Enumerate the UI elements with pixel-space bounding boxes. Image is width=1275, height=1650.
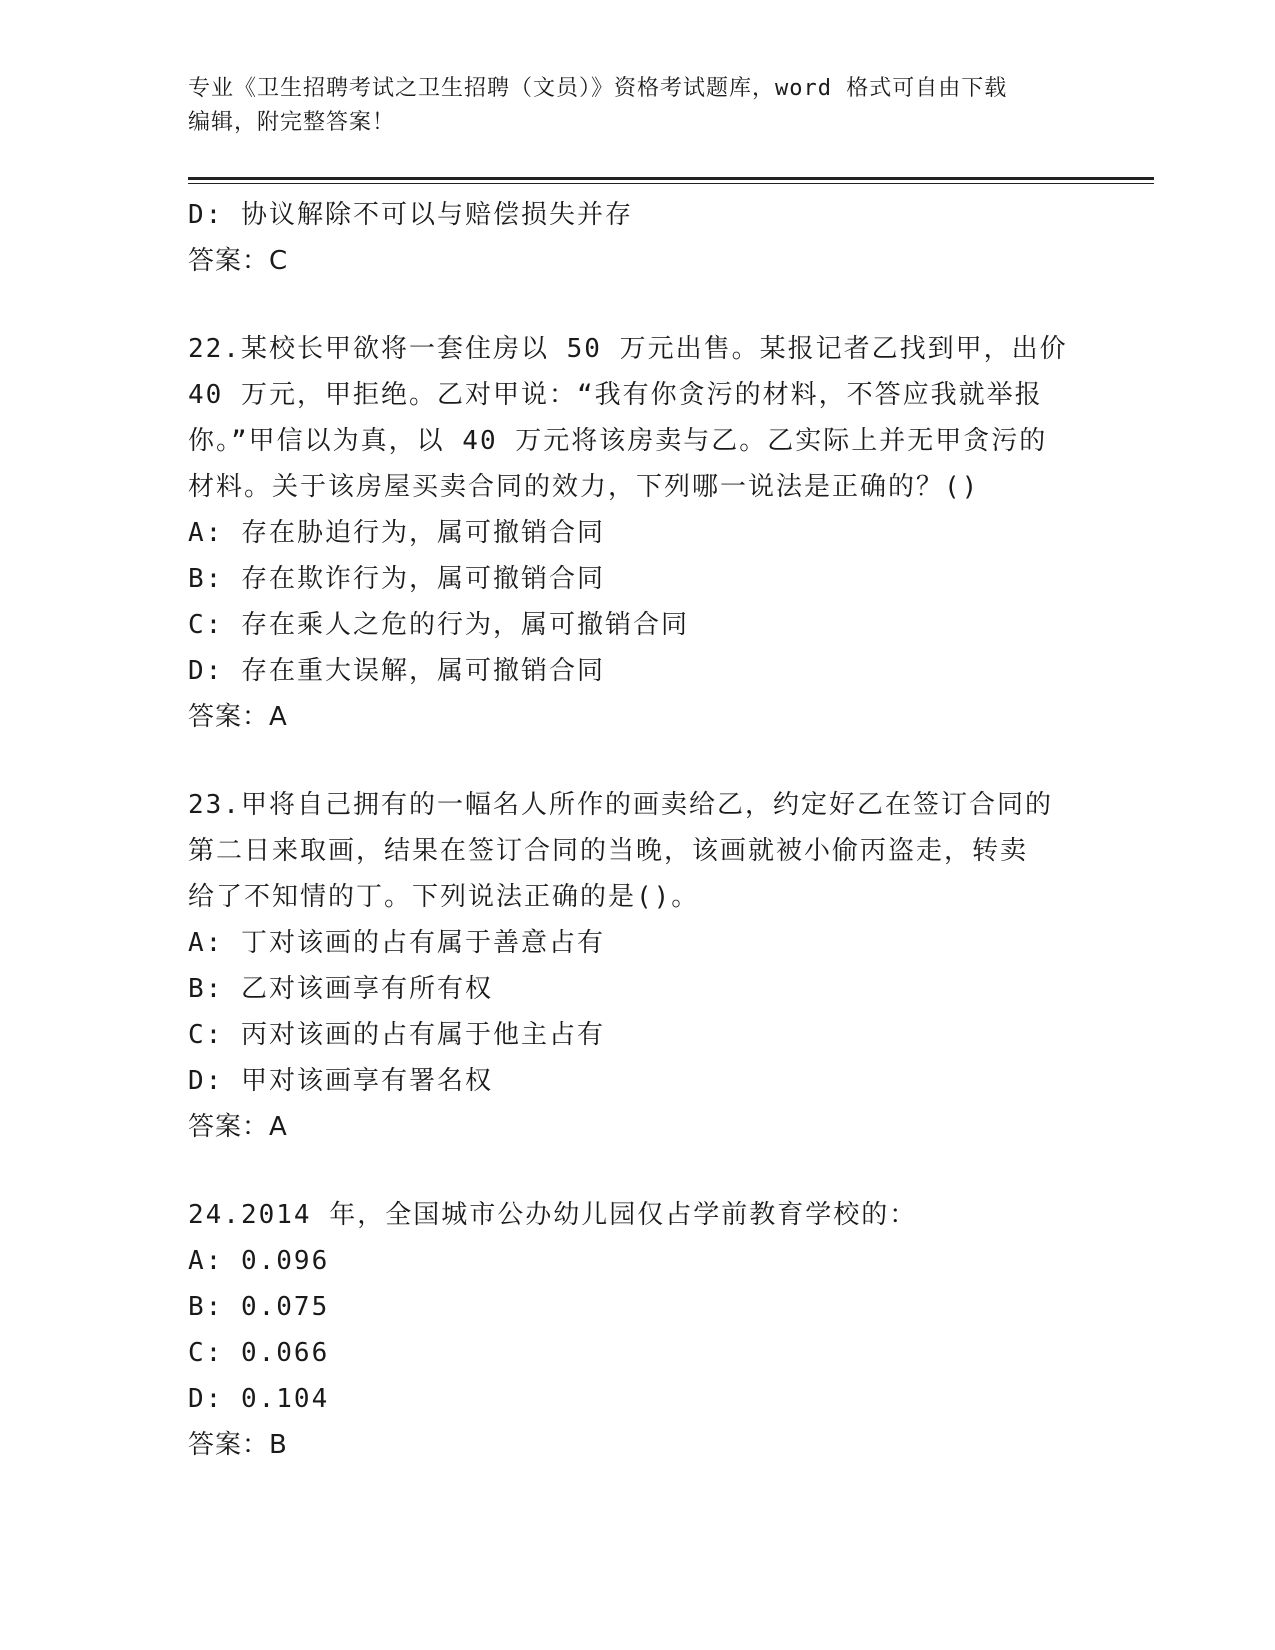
option-b: B: 乙对该画享有所有权 — [188, 974, 493, 1004]
question-stem-line: 给了不知情的丁。下列说法正确的是()。 — [188, 882, 700, 912]
header-rule-thick — [188, 177, 1154, 180]
question-23 — [188, 782, 1068, 1150]
option-a: A: 0.096 — [188, 1246, 330, 1276]
header-line-1: 专业《卫生招聘考试之卫生招聘（文员）》资格考试题库，word 格式可自由下载 — [188, 76, 1008, 101]
answer-line: 答案：B — [188, 1430, 288, 1460]
option-c: C: 丙对该画的占有属于他主占有 — [188, 1020, 605, 1050]
question-content — [188, 192, 1068, 1468]
answer-line: 答案：A — [188, 702, 288, 732]
answer-line: 答案：A — [188, 1112, 288, 1142]
option-d: D: 存在重大误解，属可撤销合同 — [188, 656, 605, 686]
option-c: C: 0.066 — [188, 1338, 330, 1368]
question-stem-line: 23.甲将自己拥有的一幅名人所作的画卖给乙，约定好乙在签订合同的 — [188, 790, 1053, 820]
question-stem-line: 24.2014 年，全国城市公办幼儿园仅占学前教育学校的： — [188, 1200, 918, 1230]
option-d: D: 协议解除不可以与赔偿损失并存 — [188, 200, 633, 230]
option-d: D: 0.104 — [188, 1384, 330, 1414]
question-24 — [188, 1192, 1068, 1468]
answer-line: 答案：C — [188, 246, 289, 276]
question-stem-line: 你。”甲信以为真，以 40 万元将该房卖与乙。乙实际上并无甲贪污的 — [188, 426, 1048, 456]
question-stem-line: 40 万元，甲拒绝。乙对甲说：“我有你贪污的材料，不答应我就举报 — [188, 380, 1043, 410]
option-c: C: 存在乘人之危的行为，属可撤销合同 — [188, 610, 689, 640]
option-a: A: 丁对该画的占有属于善意占有 — [188, 928, 605, 958]
header-line-2: 编辑，附完整答案！ — [188, 110, 396, 135]
previous-question-tail — [188, 192, 1068, 284]
option-b: B: 0.075 — [188, 1292, 330, 1322]
question-stem-line: 第二日来取画，结果在签订合同的当晚，该画就被小偷丙盗走，转卖 — [188, 836, 1029, 866]
question-stem-line: 22.某校长甲欲将一套住房以 50 万元出售。某报记者乙找到甲，出价 — [188, 334, 1068, 364]
option-b: B: 存在欺诈行为，属可撤销合同 — [188, 564, 605, 594]
option-d: D: 甲对该画享有署名权 — [188, 1066, 493, 1096]
page-header — [188, 72, 1088, 140]
question-stem-line: 材料。关于该房屋买卖合同的效力，下列哪一说法是正确的？() — [188, 472, 980, 502]
option-a: A: 存在胁迫行为，属可撤销合同 — [188, 518, 605, 548]
header-rule-thin — [188, 183, 1154, 184]
question-22 — [188, 326, 1068, 740]
